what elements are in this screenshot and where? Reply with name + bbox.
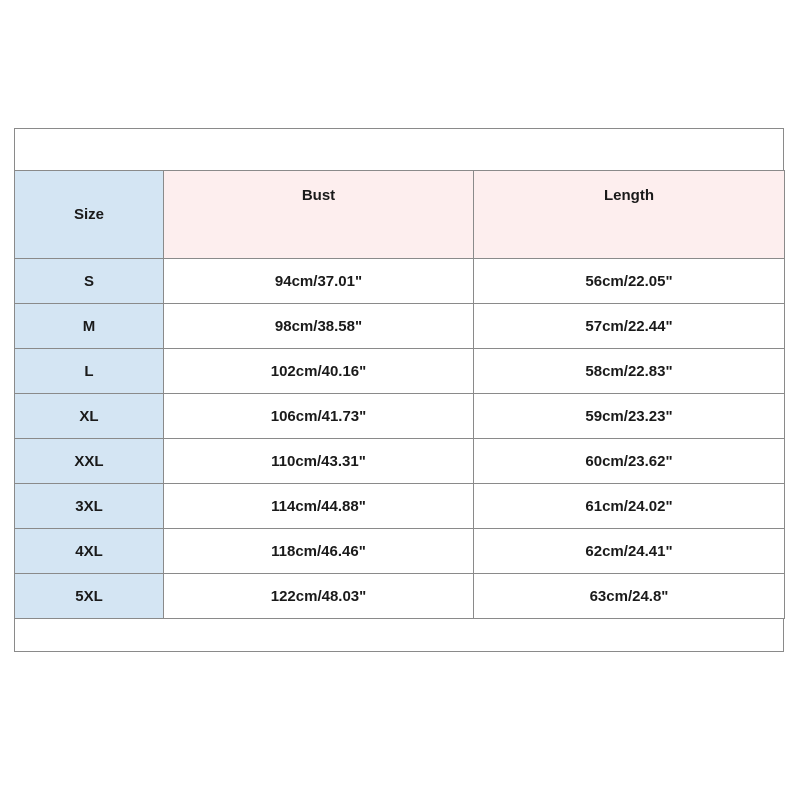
table-row <box>15 484 785 529</box>
size-cell: 5XL <box>15 574 164 619</box>
table-row <box>15 259 785 304</box>
size-cell: 4XL <box>15 529 164 574</box>
table-row <box>15 574 785 619</box>
length-cell: 59cm/23.23" <box>474 394 785 439</box>
bust-cell: 98cm/38.58" <box>164 304 474 349</box>
length-cell: 61cm/24.02" <box>474 484 785 529</box>
size-cell: XXL <box>15 439 164 484</box>
size-cell: M <box>15 304 164 349</box>
header-size: Size <box>15 171 164 259</box>
size-cell: S <box>15 259 164 304</box>
bust-cell: 106cm/41.73" <box>164 394 474 439</box>
bust-cell: 114cm/44.88" <box>164 484 474 529</box>
size-cell: 3XL <box>15 484 164 529</box>
bust-cell: 118cm/46.46" <box>164 529 474 574</box>
length-cell: 58cm/22.83" <box>474 349 785 394</box>
length-cell: 56cm/22.05" <box>474 259 785 304</box>
table-row <box>15 394 785 439</box>
size-chart-table <box>14 170 785 619</box>
size-cell: L <box>15 349 164 394</box>
table-row <box>15 439 785 484</box>
bust-cell: 110cm/43.31" <box>164 439 474 484</box>
header-row <box>15 171 785 259</box>
header-bust: Bust <box>164 171 474 259</box>
length-cell: 63cm/24.8" <box>474 574 785 619</box>
bust-cell: 102cm/40.16" <box>164 349 474 394</box>
table-row <box>15 349 785 394</box>
bust-cell: 94cm/37.01" <box>164 259 474 304</box>
table-row <box>15 304 785 349</box>
length-cell: 62cm/24.41" <box>474 529 785 574</box>
length-cell: 57cm/22.44" <box>474 304 785 349</box>
bust-cell: 122cm/48.03" <box>164 574 474 619</box>
size-cell: XL <box>15 394 164 439</box>
table-row <box>15 529 785 574</box>
header-length: Length <box>474 171 785 259</box>
length-cell: 60cm/23.62" <box>474 439 785 484</box>
